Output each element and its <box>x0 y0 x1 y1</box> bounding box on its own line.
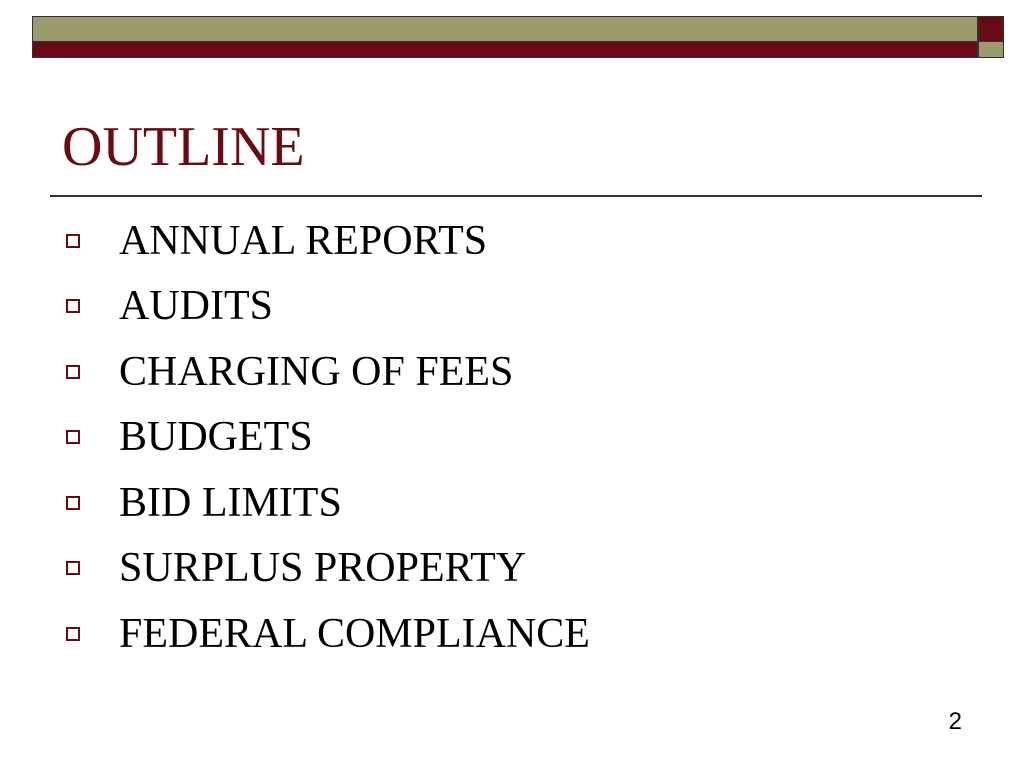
header-bar-olive <box>32 16 978 42</box>
header-bar-maroon <box>32 42 978 58</box>
bullet-list <box>62 208 590 667</box>
square-bullet-icon <box>66 627 80 641</box>
bullet-item <box>62 470 590 536</box>
bullet-text: BID LIMITS <box>119 479 342 526</box>
header-square-maroon <box>978 16 1004 42</box>
bullet-item <box>62 274 590 340</box>
bullet-text: BUDGETS <box>119 414 313 461</box>
bullet-text: FEDERAL COMPLIANCE <box>119 610 590 657</box>
bullet-item <box>62 405 590 471</box>
square-bullet-icon <box>66 561 80 575</box>
header-square-olive <box>978 42 1004 58</box>
bullet-text: AUDITS <box>119 283 273 330</box>
title-divider <box>50 195 982 197</box>
bullet-item <box>62 208 590 274</box>
bullet-text: CHARGING OF FEES <box>119 348 514 395</box>
square-bullet-icon <box>66 299 80 313</box>
slide-title: OUTLINE <box>62 116 305 178</box>
bullet-item <box>62 339 590 405</box>
bullet-text: SURPLUS PROPERTY <box>119 545 527 592</box>
square-bullet-icon <box>66 365 80 379</box>
bullet-item <box>62 536 590 602</box>
square-bullet-icon <box>66 496 80 510</box>
square-bullet-icon <box>66 430 80 444</box>
square-bullet-icon <box>66 234 80 248</box>
bullet-item <box>62 601 590 667</box>
page-number: 2 <box>948 708 962 735</box>
bullet-text: ANNUAL REPORTS <box>119 217 488 264</box>
